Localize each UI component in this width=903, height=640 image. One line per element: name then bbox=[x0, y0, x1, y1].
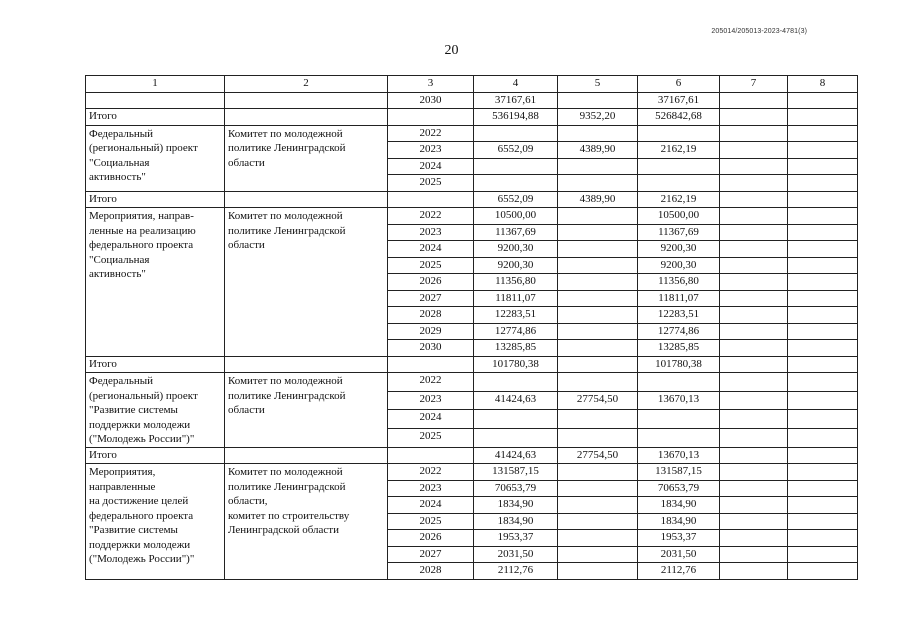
year-cell: 2023 bbox=[388, 224, 474, 241]
value-cell: 37167,61 bbox=[638, 92, 720, 109]
org-cell bbox=[225, 191, 388, 208]
value-cell: 9200,30 bbox=[638, 241, 720, 258]
year-cell: 2022 bbox=[388, 464, 474, 481]
value-cell bbox=[474, 175, 558, 192]
value-cell bbox=[720, 464, 788, 481]
value-cell bbox=[720, 323, 788, 340]
year-cell: 2028 bbox=[388, 563, 474, 580]
executor-line: политике Ленинградской bbox=[228, 142, 346, 154]
value-cell bbox=[720, 391, 788, 410]
org-cell bbox=[225, 447, 388, 464]
value-cell bbox=[474, 373, 558, 392]
value-cell: 9352,20 bbox=[558, 109, 638, 126]
value-cell bbox=[558, 497, 638, 514]
year-cell bbox=[388, 447, 474, 464]
value-cell bbox=[638, 428, 720, 447]
value-cell bbox=[788, 546, 858, 563]
value-cell bbox=[720, 447, 788, 464]
value-cell: 13670,13 bbox=[638, 447, 720, 464]
value-cell bbox=[720, 307, 788, 324]
year-cell: 2026 bbox=[388, 530, 474, 547]
year-cell: 2024 bbox=[388, 158, 474, 175]
value-cell bbox=[788, 224, 858, 241]
program-name-line: "Социальная bbox=[89, 156, 150, 169]
table-row bbox=[86, 373, 858, 392]
value-cell bbox=[558, 307, 638, 324]
value-cell bbox=[788, 464, 858, 481]
value-cell bbox=[558, 480, 638, 497]
value-cell: 1834,90 bbox=[474, 497, 558, 514]
value-cell bbox=[720, 373, 788, 392]
value-cell bbox=[788, 530, 858, 547]
total-row bbox=[86, 447, 858, 464]
table-row bbox=[86, 125, 858, 142]
program-name-line: направленные bbox=[89, 480, 156, 493]
org-cell bbox=[225, 92, 388, 109]
executor-line: комитет по строительству bbox=[228, 509, 350, 522]
value-cell bbox=[558, 428, 638, 447]
value-cell bbox=[638, 175, 720, 192]
value-cell: 2112,76 bbox=[474, 563, 558, 580]
value-cell bbox=[720, 274, 788, 291]
value-cell bbox=[720, 563, 788, 580]
year-cell: 2025 bbox=[388, 175, 474, 192]
value-cell bbox=[638, 410, 720, 429]
value-cell: 2031,50 bbox=[474, 546, 558, 563]
value-cell bbox=[788, 373, 858, 392]
header-cell: 5 bbox=[558, 76, 638, 93]
executor-line: области, bbox=[228, 495, 268, 507]
value-cell: 27754,50 bbox=[558, 391, 638, 410]
value-cell bbox=[558, 208, 638, 225]
value-cell: 11356,80 bbox=[474, 274, 558, 291]
value-cell bbox=[558, 241, 638, 258]
executor-line: области bbox=[228, 156, 265, 169]
value-cell: 11811,07 bbox=[638, 290, 720, 307]
value-cell: 1834,90 bbox=[474, 513, 558, 530]
value-cell: 131587,15 bbox=[638, 464, 720, 481]
value-cell bbox=[558, 224, 638, 241]
name-cell bbox=[86, 92, 225, 109]
page-number: 20 bbox=[444, 43, 459, 58]
header-row bbox=[86, 76, 858, 93]
value-cell bbox=[474, 428, 558, 447]
program-name-cell bbox=[86, 125, 225, 191]
value-cell: 12774,86 bbox=[638, 323, 720, 340]
value-cell: 41424,63 bbox=[474, 447, 558, 464]
year-cell: 2026 bbox=[388, 274, 474, 291]
value-cell bbox=[720, 224, 788, 241]
value-cell bbox=[788, 447, 858, 464]
executor-cell bbox=[225, 464, 388, 580]
value-cell bbox=[558, 546, 638, 563]
value-cell: 11367,69 bbox=[638, 224, 720, 241]
year-cell: 2030 bbox=[388, 92, 474, 109]
value-cell: 2162,19 bbox=[638, 191, 720, 208]
executor-line: области bbox=[228, 239, 265, 251]
program-name-line: активность" bbox=[89, 268, 146, 280]
program-name-line: "Развитие системы bbox=[89, 404, 178, 416]
value-cell bbox=[638, 158, 720, 175]
value-cell bbox=[720, 125, 788, 142]
value-cell: 1953,37 bbox=[638, 530, 720, 547]
year-cell: 2023 bbox=[388, 391, 474, 410]
program-name-cell bbox=[86, 464, 225, 580]
value-cell: 526842,68 bbox=[638, 109, 720, 126]
value-cell bbox=[720, 142, 788, 159]
table-row bbox=[86, 92, 858, 109]
program-name-line: ленные на реализацию bbox=[89, 224, 196, 237]
org-cell bbox=[225, 356, 388, 373]
value-cell bbox=[720, 546, 788, 563]
value-cell bbox=[788, 175, 858, 192]
value-cell: 1834,90 bbox=[638, 497, 720, 514]
value-cell bbox=[720, 513, 788, 530]
value-cell: 13285,85 bbox=[638, 340, 720, 357]
total-row bbox=[86, 109, 858, 126]
year-cell: 2028 bbox=[388, 307, 474, 324]
value-cell bbox=[788, 92, 858, 109]
value-cell bbox=[788, 158, 858, 175]
value-cell bbox=[720, 175, 788, 192]
value-cell bbox=[558, 356, 638, 373]
value-cell bbox=[788, 191, 858, 208]
year-cell: 2030 bbox=[388, 340, 474, 357]
executor-line: Комитет по молодежной bbox=[228, 375, 343, 387]
program-name-cell bbox=[86, 208, 225, 357]
value-cell bbox=[558, 125, 638, 142]
total-row bbox=[86, 191, 858, 208]
value-cell: 37167,61 bbox=[474, 92, 558, 109]
value-cell bbox=[720, 92, 788, 109]
value-cell bbox=[788, 274, 858, 291]
value-cell: 2162,19 bbox=[638, 142, 720, 159]
value-cell bbox=[720, 480, 788, 497]
value-cell bbox=[788, 241, 858, 258]
value-cell bbox=[788, 208, 858, 225]
value-cell bbox=[788, 480, 858, 497]
program-name-line: федерального проекта bbox=[89, 239, 194, 251]
total-label: Итого bbox=[86, 356, 225, 373]
executor-line: политике Ленинградской bbox=[228, 389, 346, 402]
value-cell bbox=[720, 158, 788, 175]
year-cell: 2023 bbox=[388, 480, 474, 497]
program-name-line: Мероприятия, bbox=[89, 466, 156, 478]
executor-cell bbox=[225, 373, 388, 448]
executor-line: политике Ленинградской bbox=[228, 224, 346, 237]
value-cell bbox=[558, 323, 638, 340]
program-name-line: на достижение целей bbox=[89, 495, 189, 507]
value-cell: 9200,30 bbox=[638, 257, 720, 274]
value-cell bbox=[474, 158, 558, 175]
value-cell bbox=[558, 92, 638, 109]
value-cell bbox=[788, 257, 858, 274]
value-cell bbox=[558, 340, 638, 357]
year-cell bbox=[388, 356, 474, 373]
executor-cell bbox=[225, 208, 388, 357]
year-cell: 2029 bbox=[388, 323, 474, 340]
header-cell: 7 bbox=[720, 76, 788, 93]
year-cell: 2024 bbox=[388, 497, 474, 514]
value-cell: 13285,85 bbox=[474, 340, 558, 357]
value-cell bbox=[558, 513, 638, 530]
value-cell bbox=[474, 125, 558, 142]
value-cell bbox=[720, 410, 788, 429]
value-cell bbox=[558, 274, 638, 291]
org-cell bbox=[225, 109, 388, 126]
value-cell bbox=[558, 530, 638, 547]
value-cell bbox=[788, 323, 858, 340]
year-cell bbox=[388, 109, 474, 126]
value-cell bbox=[788, 410, 858, 429]
document-id: 205014/205013-2023-4781(3) bbox=[711, 28, 807, 35]
value-cell bbox=[558, 373, 638, 392]
year-cell bbox=[388, 191, 474, 208]
value-cell bbox=[720, 290, 788, 307]
value-cell: 13670,13 bbox=[638, 391, 720, 410]
value-cell: 1953,37 bbox=[474, 530, 558, 547]
value-cell bbox=[720, 356, 788, 373]
value-cell bbox=[720, 497, 788, 514]
year-cell: 2022 bbox=[388, 373, 474, 392]
value-cell: 536194,88 bbox=[474, 109, 558, 126]
table-row bbox=[86, 208, 858, 225]
value-cell bbox=[720, 530, 788, 547]
value-cell: 70653,79 bbox=[638, 480, 720, 497]
value-cell bbox=[558, 290, 638, 307]
value-cell: 4389,90 bbox=[558, 142, 638, 159]
value-cell bbox=[558, 410, 638, 429]
value-cell bbox=[788, 125, 858, 142]
value-cell: 6552,09 bbox=[474, 191, 558, 208]
year-cell: 2025 bbox=[388, 513, 474, 530]
value-cell bbox=[558, 563, 638, 580]
value-cell bbox=[788, 290, 858, 307]
value-cell bbox=[720, 208, 788, 225]
value-cell bbox=[788, 340, 858, 357]
value-cell bbox=[788, 563, 858, 580]
total-label: Итого bbox=[86, 191, 225, 208]
total-label: Итого bbox=[86, 447, 225, 464]
budget-table bbox=[85, 75, 858, 580]
value-cell bbox=[558, 257, 638, 274]
value-cell: 4389,90 bbox=[558, 191, 638, 208]
total-row bbox=[86, 356, 858, 373]
value-cell bbox=[474, 410, 558, 429]
value-cell bbox=[558, 464, 638, 481]
value-cell bbox=[788, 109, 858, 126]
value-cell: 27754,50 bbox=[558, 447, 638, 464]
year-cell: 2024 bbox=[388, 410, 474, 429]
header-cell: 1 bbox=[86, 76, 225, 93]
value-cell bbox=[788, 428, 858, 447]
program-name-line: (региональный) проект bbox=[89, 389, 198, 402]
value-cell: 11356,80 bbox=[638, 274, 720, 291]
value-cell: 101780,38 bbox=[638, 356, 720, 373]
executor-line: Ленинградской области bbox=[228, 524, 339, 536]
value-cell: 9200,30 bbox=[474, 241, 558, 258]
executor-line: Комитет по молодежной bbox=[228, 466, 343, 478]
value-cell: 101780,38 bbox=[474, 356, 558, 373]
year-cell: 2023 bbox=[388, 142, 474, 159]
value-cell: 41424,63 bbox=[474, 391, 558, 410]
value-cell: 131587,15 bbox=[474, 464, 558, 481]
value-cell bbox=[720, 340, 788, 357]
value-cell bbox=[788, 142, 858, 159]
year-cell: 2024 bbox=[388, 241, 474, 258]
value-cell bbox=[720, 428, 788, 447]
value-cell: 12283,51 bbox=[638, 307, 720, 324]
executor-line: Комитет по молодежной bbox=[228, 127, 343, 140]
value-cell bbox=[720, 257, 788, 274]
year-cell: 2022 bbox=[388, 125, 474, 142]
program-name-cell bbox=[86, 373, 225, 448]
program-name-line: поддержки молодежи bbox=[89, 418, 191, 431]
program-name-line: "Социальная bbox=[89, 253, 150, 266]
value-cell: 10500,00 bbox=[474, 208, 558, 225]
header-cell: 6 bbox=[638, 76, 720, 93]
program-name-line: Мероприятия, направ- bbox=[89, 210, 194, 222]
value-cell bbox=[788, 391, 858, 410]
executor-line: Комитет по молодежной bbox=[228, 210, 343, 222]
table-row bbox=[86, 464, 858, 481]
value-cell: 6552,09 bbox=[474, 142, 558, 159]
executor-line: области bbox=[228, 404, 265, 416]
value-cell: 12774,86 bbox=[474, 323, 558, 340]
year-cell: 2027 bbox=[388, 546, 474, 563]
year-cell: 2025 bbox=[388, 257, 474, 274]
year-cell: 2025 bbox=[388, 428, 474, 447]
value-cell: 9200,30 bbox=[474, 257, 558, 274]
program-name-line: (региональный) проект bbox=[89, 142, 198, 154]
total-label: Итого bbox=[86, 109, 225, 126]
program-name-line: ("Молодежь России")" bbox=[89, 433, 195, 445]
value-cell bbox=[720, 109, 788, 126]
value-cell bbox=[558, 158, 638, 175]
header-cell: 8 bbox=[788, 76, 858, 93]
value-cell: 12283,51 bbox=[474, 307, 558, 324]
value-cell bbox=[638, 125, 720, 142]
header-cell: 4 bbox=[474, 76, 558, 93]
value-cell bbox=[788, 497, 858, 514]
value-cell: 2112,76 bbox=[638, 563, 720, 580]
value-cell: 10500,00 bbox=[638, 208, 720, 225]
program-name-line: активность" bbox=[89, 171, 146, 183]
value-cell bbox=[788, 307, 858, 324]
value-cell bbox=[720, 191, 788, 208]
value-cell: 2031,50 bbox=[638, 546, 720, 563]
program-name-line: Федеральный bbox=[89, 375, 154, 387]
value-cell bbox=[638, 373, 720, 392]
value-cell: 11367,69 bbox=[474, 224, 558, 241]
executor-line: политике Ленинградской bbox=[228, 480, 346, 493]
value-cell: 70653,79 bbox=[474, 480, 558, 497]
header-cell: 2 bbox=[225, 76, 388, 93]
year-cell: 2027 bbox=[388, 290, 474, 307]
program-name-line: ("Молодежь России")" bbox=[89, 553, 195, 565]
value-cell: 11811,07 bbox=[474, 290, 558, 307]
program-name-line: поддержки молодежи bbox=[89, 538, 191, 551]
value-cell bbox=[788, 513, 858, 530]
value-cell bbox=[558, 175, 638, 192]
year-cell: 2022 bbox=[388, 208, 474, 225]
value-cell bbox=[788, 356, 858, 373]
header-cell: 3 bbox=[388, 76, 474, 93]
value-cell bbox=[720, 241, 788, 258]
executor-cell bbox=[225, 125, 388, 191]
program-name-line: "Развитие системы bbox=[89, 524, 178, 536]
program-name-line: федерального проекта bbox=[89, 509, 194, 522]
value-cell: 1834,90 bbox=[638, 513, 720, 530]
program-name-line: Федеральный bbox=[89, 127, 154, 140]
